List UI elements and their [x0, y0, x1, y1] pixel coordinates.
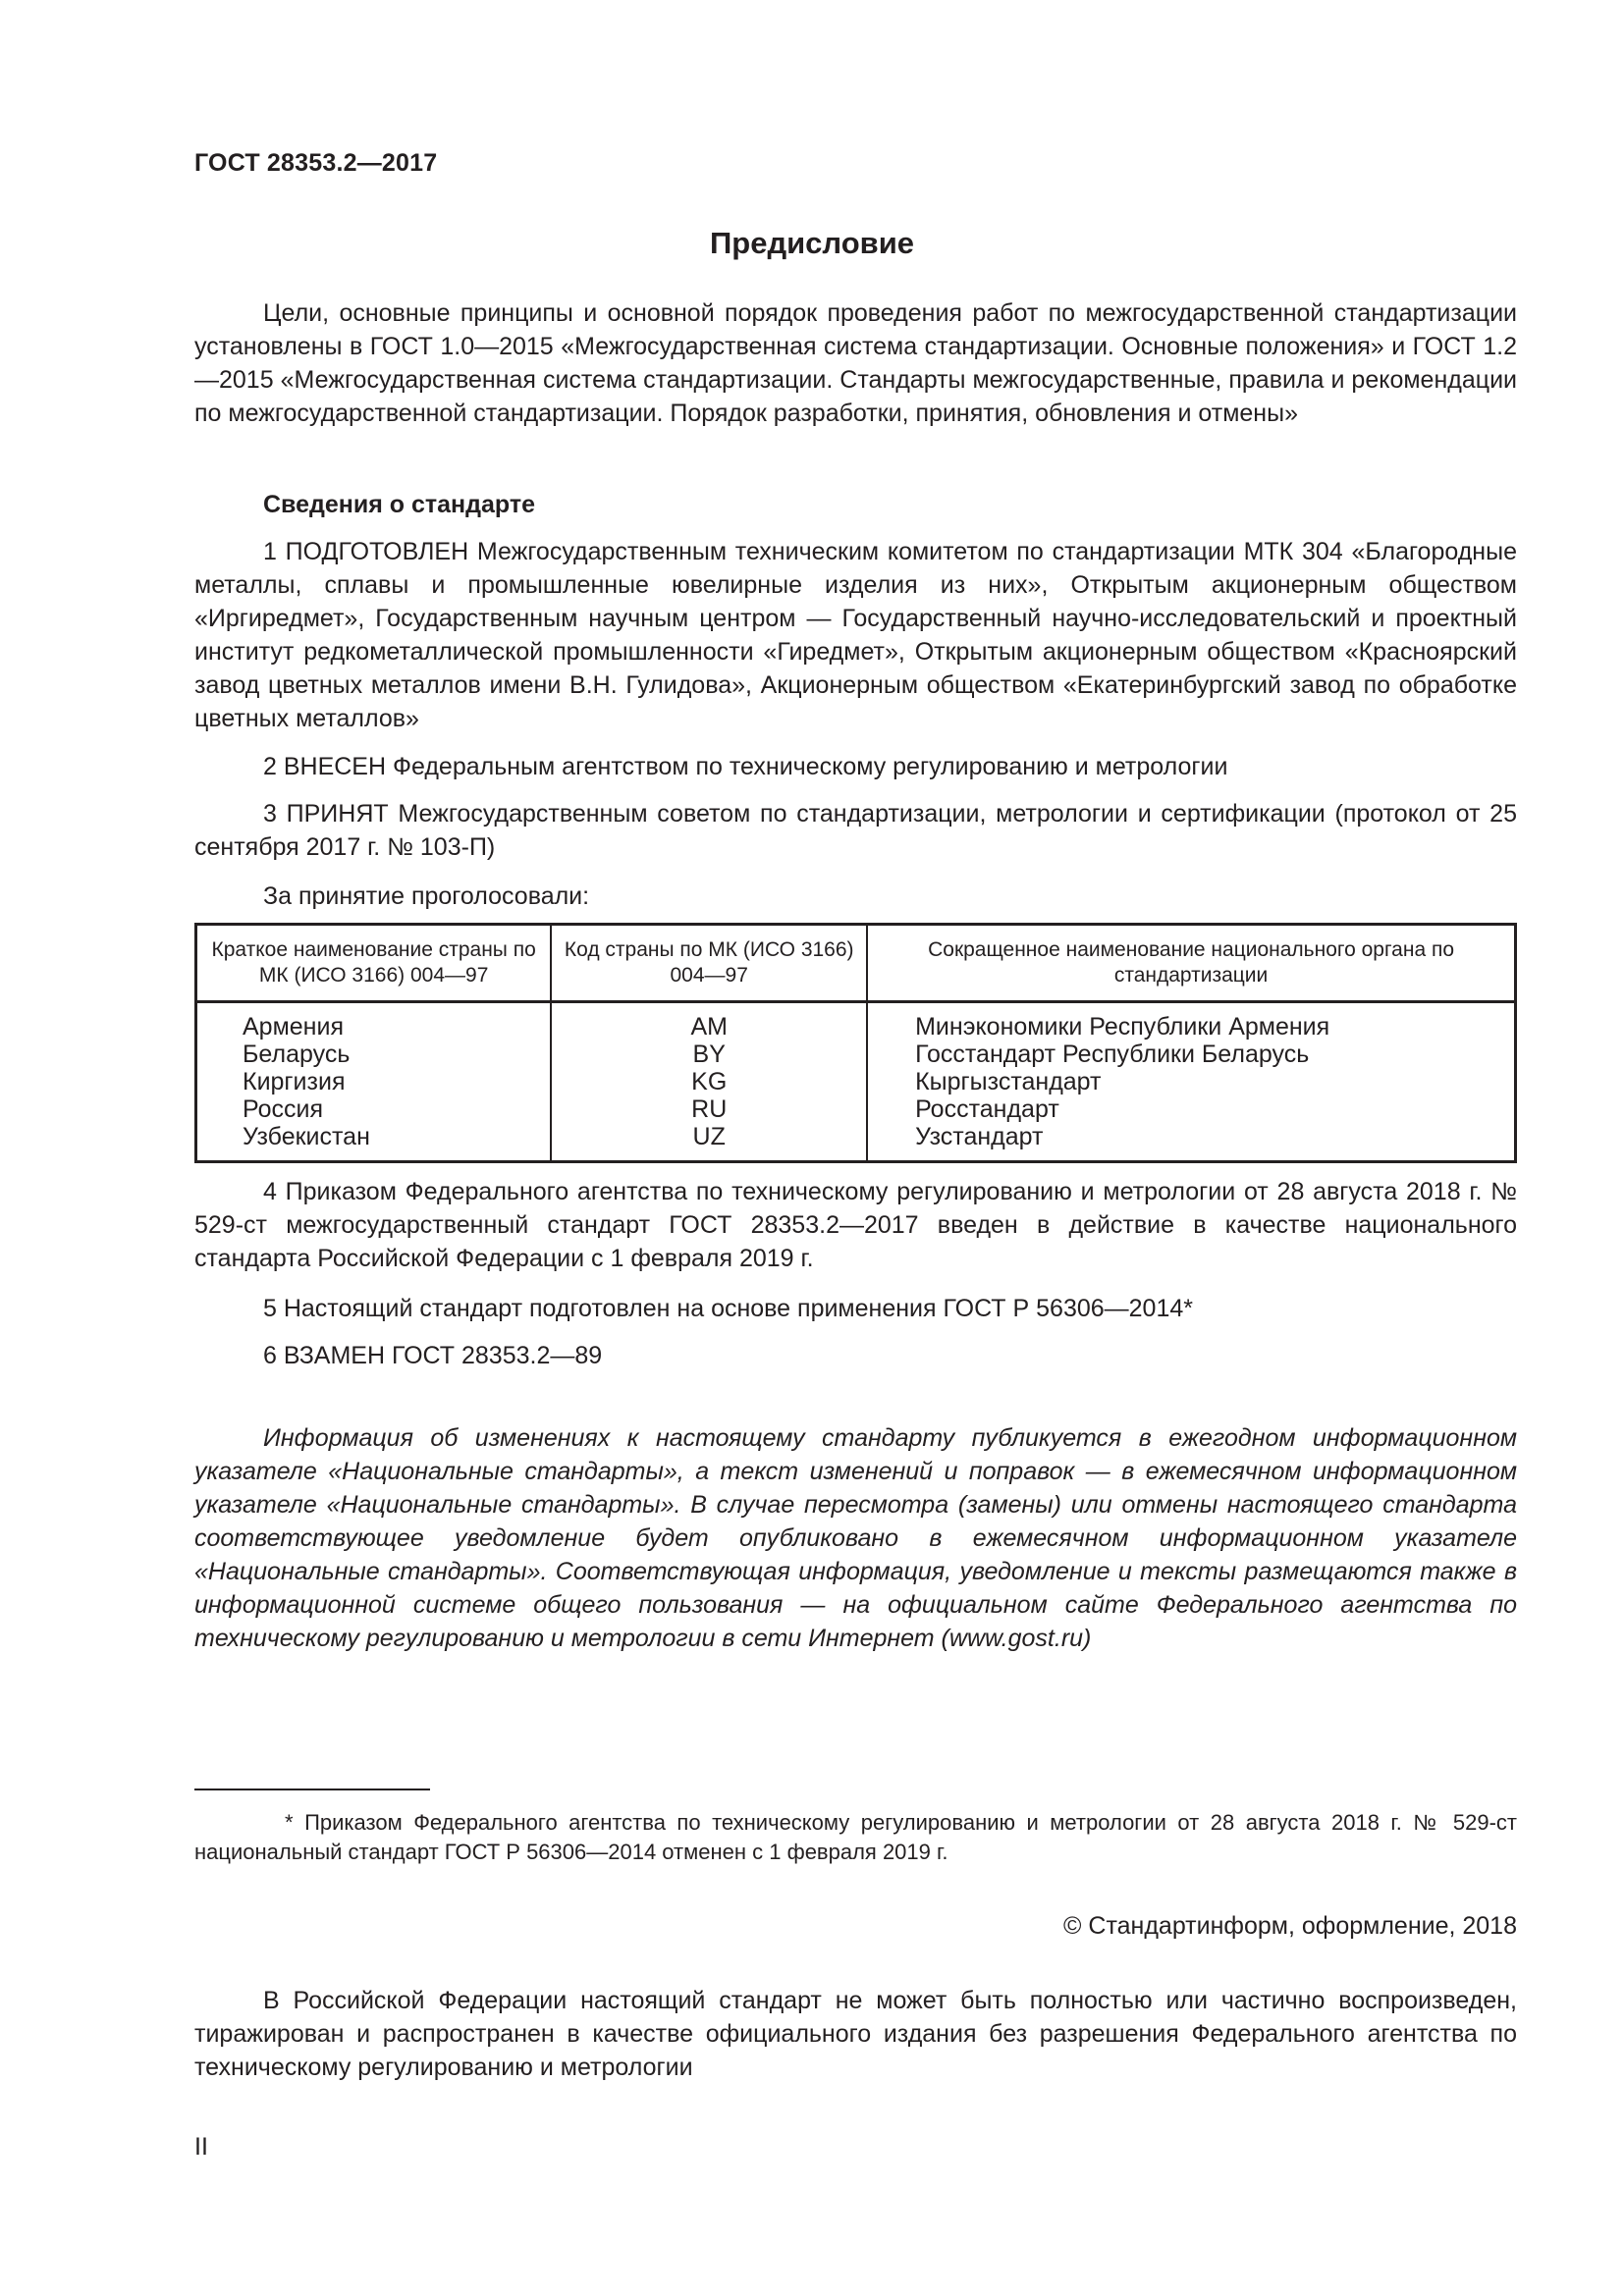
code-cell: KG [691, 1068, 728, 1095]
code-cell: AM [690, 1013, 728, 1041]
code-cell: BY [692, 1041, 726, 1068]
country-cell: Россия [243, 1095, 323, 1123]
page-title: Предисловие [709, 226, 914, 260]
code-cell: RU [691, 1095, 728, 1123]
table-header-code: Код страны по МК (ИСО 3166) 004—97 [551, 925, 867, 1002]
body-cell: Госстандарт Республики Беларусь [915, 1041, 1310, 1068]
vote-intro: За принятие проголосовали: [263, 882, 590, 910]
footnote: * Приказом Федерального агентства по техническому регулированию и метрологии от 28 августа 2018 г. № 529-ст национальный стандарт ГОСТ Р 56306—2014 отменен с 1 февраля 2019 г. [194, 1810, 1517, 1864]
page-number: II [194, 2133, 208, 2161]
reproduction-notice: В Российской Федерации настоящий стандарт не может быть полностью или частично воспроизведен, тиражирован и распространен в качестве официального издания без разрешения Федерального агентства по техническому регулированию и метрологии [194, 1987, 1517, 2081]
country-cell: Армения [243, 1013, 344, 1041]
change-info-paragraph: Информация об изменениях к настоящему стандарту публикуется в ежегодном информационном указателе «Национальные стандарты», а текст изменений и поправок — в ежемесячном информационном указателе «Национальные стандарты». В случае пересмотра (замены) или отмены настоящего стандарта соответствующее уведомление будет опубликовано в ежемесячном информационном указателе «Национальные стандарты». Соответствующая информация, уведомление и тексты размещаются также в информационной системе общего пользования — на официальном сайте Федерального агентства по техническому регулированию и метрологии в сети Интернет (www.gost.ru) [194, 1424, 1517, 1652]
body-cell: Узстандарт [915, 1123, 1044, 1150]
document-code-header: ГОСТ 28353.2—2017 [194, 149, 438, 177]
table-row [196, 1002, 1516, 1162]
info-item-2: 2 ВНЕСЕН Федеральным агентством по техническому регулированию и метрологии [263, 753, 1228, 780]
country-cell: Беларусь [243, 1041, 351, 1068]
country-cell: Узбекистан [243, 1123, 370, 1150]
code-column [551, 1002, 867, 1162]
footnote-divider [194, 1789, 430, 1790]
info-item-4: 4 Приказом Федерального агентства по техническому регулированию и метрологии от 28 августа 2018 г. № 529-ст межгосударственный стандарт ГОСТ 28353.2—2017 введен в действие в качестве национального стандарта Российской Федерации с 1 февраля 2019 г. [194, 1178, 1517, 1272]
table-header-row [196, 925, 1516, 1002]
info-item-1: 1 ПОДГОТОВЛЕН Межгосударственным техническим комитетом по стандартизации МТК 304 «Благородные металлы, сплавы и промышленные ювелирные изделия из них», Открытым акционерным обществом «Иргиредмет», Государственным научным центром — Государственный научно-исследовательский и проектный институт редкометаллической промышленности «Гиредмет», Открытым акционерным обществом «Красноярский завод цветных металлов имени В.Н. Гулидова», Акционерным обществом «Екатеринбургский завод по обработке цветных металлов» [194, 538, 1517, 732]
copyright-notice: © Стандартинформ, оформление, 2018 [1063, 1912, 1517, 1940]
info-item-6: 6 ВЗАМЕН ГОСТ 28353.2—89 [263, 1342, 603, 1369]
body-cell: Кыргызстандарт [915, 1068, 1102, 1095]
code-cell: UZ [692, 1123, 726, 1150]
table-header-body: Сокращенное наименование национального органа по стандартизации [867, 925, 1515, 1002]
info-item-3: 3 ПРИНЯТ Межгосударственным советом по стандартизации, метрологии и сертификации (протокол от 25 сентября 2017 г. № 103-П) [194, 800, 1517, 861]
country-cell: Киргизия [243, 1068, 346, 1095]
vote-table [194, 923, 1517, 1163]
standard-info-heading: Сведения о стандарте [263, 491, 536, 518]
country-column [196, 1002, 552, 1162]
table-header-country: Краткое наименование страны по МК (ИСО 3166) 004—97 [196, 925, 552, 1002]
info-item-5: 5 Настоящий стандарт подготовлен на основе применения ГОСТ Р 56306—2014* [263, 1295, 1193, 1322]
body-cell: Росстандарт [915, 1095, 1059, 1123]
body-column [867, 1002, 1515, 1162]
intro-paragraph: Цели, основные принципы и основной порядок проведения работ по межгосударственной стандартизации установлены в ГОСТ 1.0—2015 «Межгосударственная система стандартизации. Основные положения» и ГОСТ 1.2—2015 «Межгосударственная система стандартизации. Стандарты межгосударственные, правила и рекомендации по межгосударственной стандартизации. Порядок разработки, принятия, обновления и отмены» [194, 299, 1517, 427]
body-cell: Минэкономики Республики Армения [915, 1013, 1330, 1041]
